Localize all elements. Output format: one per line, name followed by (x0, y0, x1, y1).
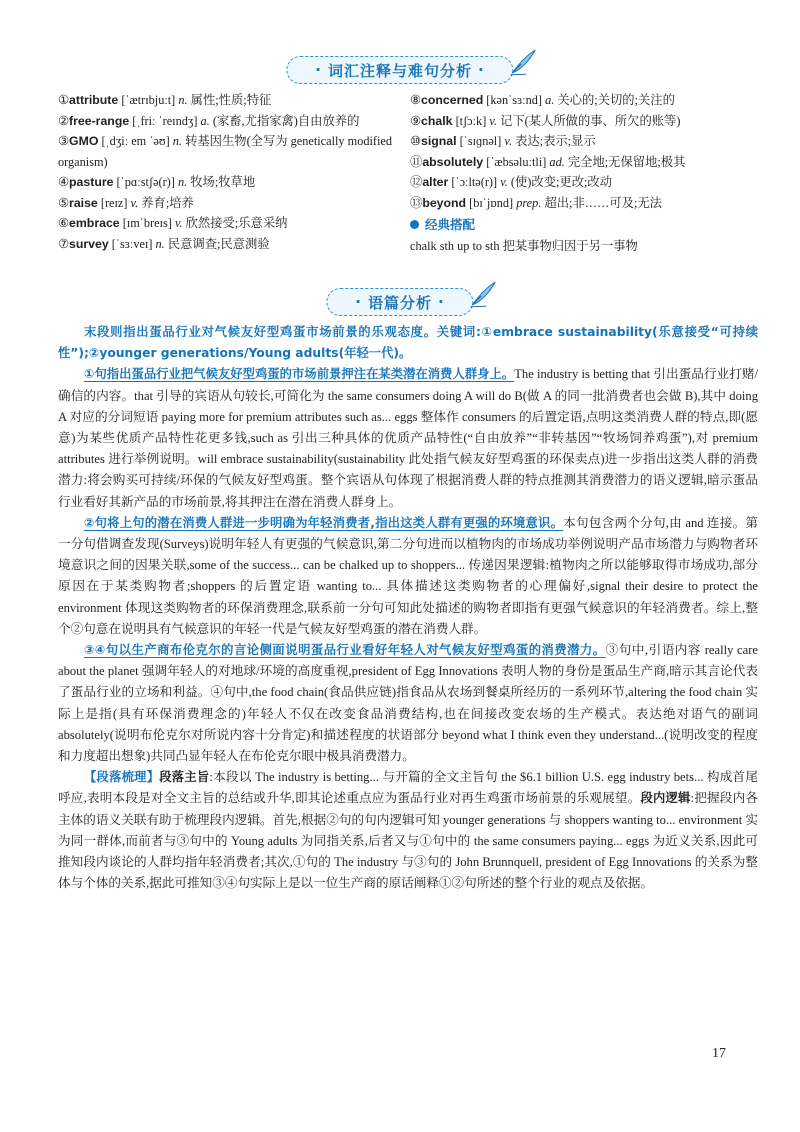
key-sentence: ②句将上句的潜在消费人群进一步明确为年轻消费者,指出这类人群有更强的环境意识。 (84, 515, 564, 530)
vocab-entry: ④pasture [ˈpɑːstʃə(r)] n. 牧场;牧草地 (58, 175, 256, 189)
vocab-entry: ⑬beyond [bɪˈjɒnd] prep. 超出;非……可及;无法 (410, 195, 662, 210)
quill-pen-icon (469, 279, 499, 309)
phrase-heading: 经典搭配 (410, 215, 750, 236)
section-title-analysis: 语篇分析 (367, 293, 433, 312)
logic-label: 段内逻辑 (640, 791, 691, 806)
dot-icon: · (438, 293, 445, 311)
section-banner-vocab (286, 56, 513, 84)
dot-icon: · (478, 61, 485, 79)
analysis-paragraph-3: ③④句以生产商布伦克尔的言论侧面说明蛋品行业看好年轻人对气候友好型鸡蛋的消费潜力。③句中,引语内容 really care about the planet 强调年轻人的对地球/环境的高度重视,president of Egg Innovations 表明人物的身份是蛋品生产商,暗示其言论代表了蛋品行业的立场和利益。④句中,the food chain(食品供应链)指食品从农场到餐桌所经历的一系列环节,altering the food chain 实际上是指(具有环保消费理念的)年轻人不仅在改变食品消费结构,也在间接改变农场的生产模式。表达绝对语气的副词 absolutely(说明布伦克尔对所说内容十分肯定)和描述程度的状语部分 beyond what I think even they understand...(说明改变的程度和力度超出想象)共同凸显年轻人在布伦克尔眼中极具消费潜力。 (58, 643, 758, 764)
section-banner-analysis (326, 288, 473, 316)
key-sentence: ③④句以生产商布伦克尔的言论侧面说明蛋品行业看好年轻人对气候友好型鸡蛋的消费潜力。 (84, 643, 606, 658)
analysis-paragraph-1: ①句指出蛋品行业把气候友好型鸡蛋的市场前景押注在某类潜在消费人群身上。The industry is betting that 引出蛋品行业打赌/确信的内容。that 引导的宾语从句较长,可简化为 the same consumers doing A will do B(做 A 的同一批消费者也会做 B),其中 doing A 对应的分词短语 paying more for premium attributes such as... eggs 整体作 consumers 的后置定语,点明这类消费人群的特点,即(愿意)为某些优质产品特性花更多钱,such as 引出三种具体的优质产品特性(“自由放养”“非转基因”“牧场饲养鸡蛋”),对 premium attributes 进行举例说明。will embrace sustainability(sustainability 此处指气候友好型鸡蛋的环保卖点)进一步指出这类人群的消费潜力:将会购买可持续/环保的气候友好型鸡蛋。整个宾语从句体现了根据消费人群的特点推测其消费潜力的语义逻辑,暗示蛋品行业看好其新产品的市场前景,将其押注在潜在消费人群身上。 (58, 367, 758, 509)
page-number: 17 (712, 1046, 726, 1061)
dot-icon: · (355, 293, 362, 311)
vocab-entry: ⑦survey [ˈsɜːveɪ] n. 民意调查;民意测验 (58, 236, 270, 251)
vocab-column-left (58, 90, 398, 254)
vocab-entry: ⑨chalk [tʃɔːk] v. 记下(某人所做的事、所欠的账等) (410, 113, 681, 128)
quill-pen-icon (509, 47, 539, 77)
vocab-entry: ③GMO [ˌdʒiː em ˈəʊ] n. 转基因生物(全写为 genetically modified organism) (58, 134, 393, 169)
vocab-entry: ⑪absolutely [ˈæbsəluːtli] ad. 完全地;无保留地;极其 (410, 154, 686, 169)
bullet-icon (410, 220, 419, 229)
phrase-entry: chalk sth up to sth 把某事物归因于另一事物 (410, 238, 638, 253)
analysis-intro: 末段则指出蛋品行业对气候友好型鸡蛋市场前景的乐观态度。关键词:①embrace sustainability(乐意接受“可持续性”);②younger generations/Young adults(年轻一代)。 (58, 325, 758, 361)
discourse-analysis (58, 322, 758, 894)
dot-icon: · (315, 61, 322, 79)
vocab-entry: ⑤raise [reɪz] v. 养育;培养 (58, 195, 194, 210)
summary-tag: 【段落梳理】 (84, 770, 160, 785)
summary-label: 段落主旨 (159, 770, 210, 785)
key-sentence: ①句指出蛋品行业把气候友好型鸡蛋的市场前景押注在某类潜在消费人群身上。 (84, 367, 515, 382)
vocab-entry: ⑩signal [ˈsɪɡnəl] v. 表达;表示;显示 (410, 134, 596, 148)
vocab-entry: ⑧concerned [kənˈsɜːnd] a. 关心的;关切的;关注的 (410, 93, 675, 107)
vocab-entry: ⑥embrace [ɪmˈbreɪs] v. 欣然接受;乐意采纳 (58, 216, 288, 230)
vocab-entry: ①attribute [ˈætrɪbjuːt] n. 属性;性质;特征 (58, 93, 272, 107)
vocab-entry: ②free-range [ˌfriː ˈreɪndʒ] a. (家畜,尤指家禽)自由放养的 (58, 113, 360, 128)
vocab-entry: ⑫alter [ˈɔːltə(r)] v. (使)改变;更改;改动 (410, 175, 613, 189)
analysis-paragraph-2: ②句将上句的潜在消费人群进一步明确为年轻消费者,指出这类人群有更强的环境意识。本句包含两个分句,由 and 连接。第一分句借调查发现(Surveys)说明年轻人有更强的气候意识,第二分句进而以植物肉的市场成功举例说明产品市场潜力与购物者环境意识之间的因果关联,some of the success... can be chalked up to shoppers... 传递因果逻辑:植物肉之所以能够取得市场成功,部分原因在于某类购物者;shoppers 的后置定语 wanting to... 具体描述这类购物者的心理偏好,signal their desire to protect the environment 体现这类购物者的环保消费理念,联系前一分句可知此处描述的购物者即指有更强气候意识的年轻消费者。综上,整个②句意在说明具有气候意识的年轻一代是气候友好型鸡蛋的潜在消费人群。 (58, 515, 758, 636)
section-title-vocab: 词汇注释与难句分析 (327, 61, 473, 80)
analysis-paragraph-summary: 【段落梳理】段落主旨:本段以 The industry is betting... 与开篇的全文主旨句 the $6.1 billion U.S. egg industry bets... 构成首尾呼应,表明本段是对全文主旨的总结或升华,即其论述重点应为蛋品行业对再生鸡蛋市场前景的乐观展望。段内逻辑:把握段内各主体的语义关联有助于梳理段内逻辑。首先,根据②句的句内逻辑可知 younger generations 与 shoppers wanting to... environment 实为同一群体,而前者与③句中的 Young adults 为同指关系,后者又与①句中的 the same consumers paying... eggs 为近义关系,因此可推知段内谈论的人群均指年轻消费者;其次,①句的 The industry 与③句的 John Brunnquell, president of Egg Innovations 的关系为整体与个体的关系,据此可推知③④句实际上是以一位生产商的原话阐释①②句所述的整个行业的观点及依据。 (58, 770, 758, 891)
vocab-column-right (410, 90, 750, 256)
